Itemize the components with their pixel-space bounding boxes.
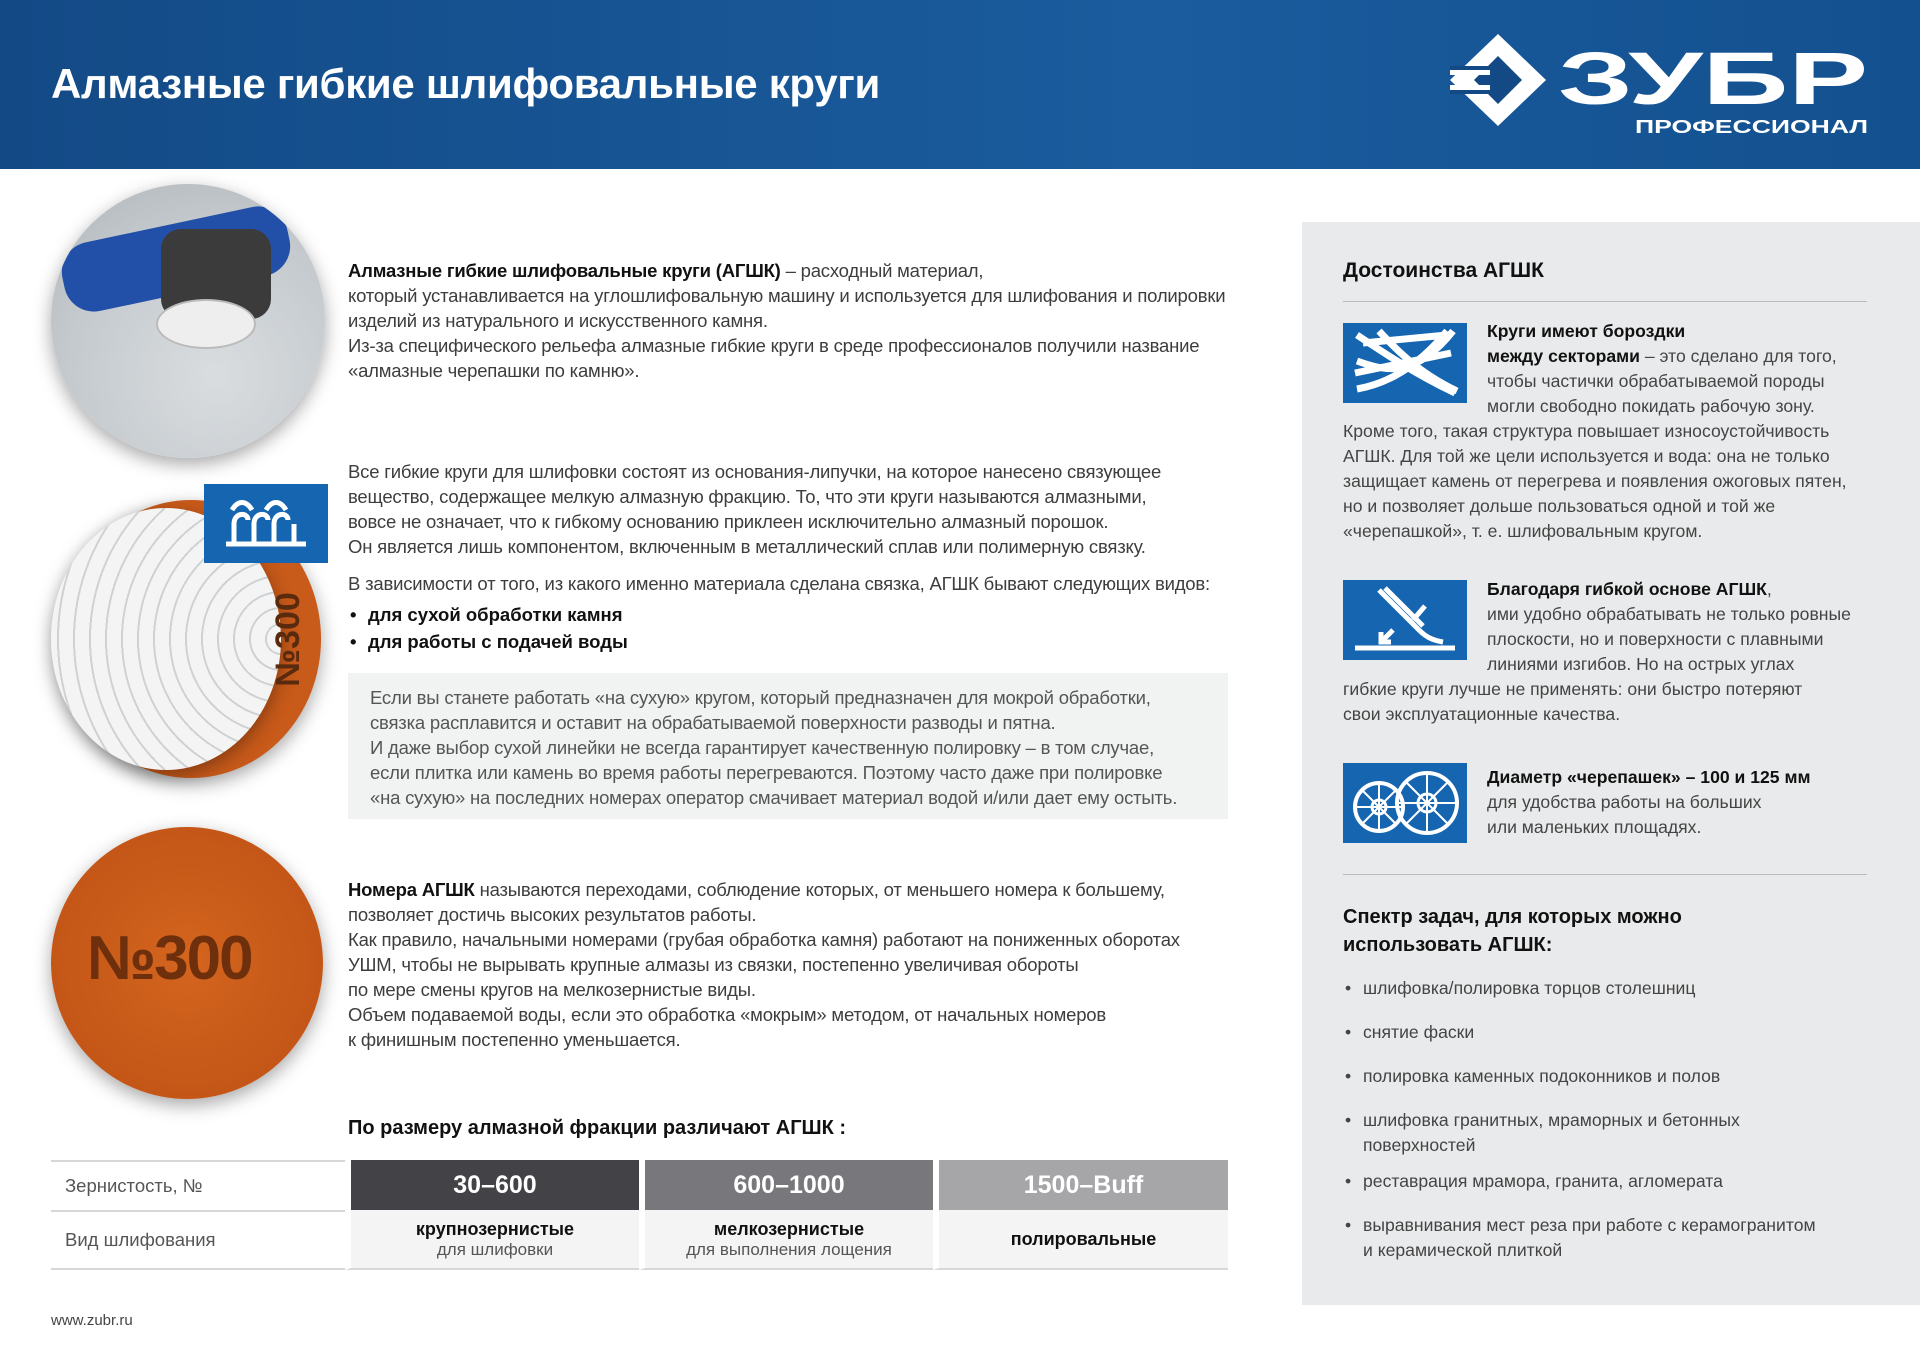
text-line: если плитка или камень во время работы перегреваются. Поэтому часто даже при полировке: [370, 762, 1163, 783]
task-list-item: [1343, 1020, 1867, 1045]
text-line: [1487, 344, 1837, 369]
text: называются переходами, соблюдение которых, от меньшего номера к большему,: [474, 879, 1165, 900]
text-line: гибкие круги лучше не применять: они быстро потеряют: [1343, 679, 1803, 699]
flexible-base-icon: [1343, 580, 1467, 660]
bold-text: Диаметр «черепашек» – 100 и 125 мм: [1487, 767, 1811, 787]
advantages-title: Достоинства АГШК: [1343, 259, 1544, 282]
task-list-item: [1343, 1213, 1867, 1263]
table-title: По размеру алмазной фракции различают АГШК :: [348, 1117, 847, 1139]
type-name: мелкозернистые: [713, 1218, 865, 1239]
tasks-list: [1343, 976, 1867, 1274]
types-list-item: • для сухой обработки камня: [348, 601, 628, 628]
footer-url-link[interactable]: www.zubr.ru: [51, 1312, 133, 1329]
text-line: позволяет достичь высоких результатов работы.: [348, 904, 757, 925]
divider: [1343, 874, 1867, 875]
text-line: для удобства работы на больших: [1487, 792, 1762, 812]
bold-text: Номера АГШК: [348, 879, 475, 900]
text-line: ими удобно обрабатывать не только ровные: [1487, 604, 1851, 624]
text: – это сделано для того,: [1639, 346, 1837, 366]
type-name: полировальные: [1010, 1228, 1157, 1249]
disc-number-label: №300: [268, 592, 307, 687]
text-line: изделий из натурального и искусственного камня.: [348, 310, 768, 331]
text-line: Все гибкие круги для шлифовки состоят из основания-липучки, на которое нанесено связующее: [348, 461, 1162, 482]
text-line: [1487, 765, 1811, 790]
text-line: • снятие фаски: [1363, 1022, 1475, 1042]
row-label-grit: Зернистость, №: [51, 1160, 345, 1210]
grit-table: [51, 1160, 1228, 1270]
text-line: по мере смены кругов на мелкозернистые виды.: [348, 979, 756, 1000]
type-name: крупнозернистые: [415, 1218, 575, 1239]
task-list-item: [1343, 1169, 1867, 1194]
text: ,: [1766, 579, 1772, 599]
text-line: Спектр задач, для которых можно: [1343, 906, 1682, 928]
bold-text: между секторами: [1487, 346, 1640, 366]
grinder-photo: [51, 184, 325, 458]
bold-text: Благодаря гибкой основе АГШК: [1487, 579, 1767, 599]
disc-number-photo: [51, 827, 323, 1099]
svg-text:ПРОФЕССИОНАЛ: ПРОФЕССИОНАЛ: [1635, 117, 1868, 137]
text-line: связка расплавится и оставит на обрабатываемой поверхности разводы и пятна.: [370, 712, 1056, 733]
feature-grooves-body: [1343, 419, 1847, 544]
text-line: «алмазные черепашки по камню».: [348, 360, 640, 381]
task-list-item: [1343, 976, 1867, 1001]
text-line: Он является лишь компонентом, включенным в металлический сплав или полимерную связку.: [348, 536, 1146, 557]
page-title: Алмазные гибкие шлифовальные круги: [51, 60, 881, 107]
text-line: И даже выбор сухой линейки не всегда гарантирует качественную полировку – в том случае,: [370, 737, 1155, 758]
text-line: Из-за специфического рельефа алмазные гибкие круги в среде профессионалов получили название: [348, 335, 1200, 356]
text-line: который устанавливается на углошлифовальную машину и используется для шлифования и полировки: [348, 285, 1226, 306]
text-line: [348, 258, 1225, 283]
text-line: вовсе не означает, что к гибкому основанию приклеен исключительно алмазный порошок.: [348, 511, 1109, 532]
text-line: • шлифовка/полировка торцов столешниц: [1363, 978, 1696, 998]
text-line: или маленьких площадях.: [1487, 817, 1702, 837]
feature-grooves-text: [1487, 319, 1837, 419]
bold-text: Круги имеют бороздки: [1487, 321, 1686, 341]
feature-flexible-body: [1343, 677, 1802, 727]
warning-note: [370, 685, 1177, 810]
types-intro: В зависимости от того, из какого именно материала сделана связка, АГШК бывают следующих видов:: [348, 573, 1210, 594]
text-line: «на сухую» на последних номерах оператор смачивает материал водой и/или дает ему остыть.: [370, 787, 1178, 808]
text-line: Кроме того, такая структура повышает износоустойчивость: [1343, 421, 1830, 441]
feature-flexible-text: [1487, 577, 1851, 677]
text-line: АГШК. Для той же цели используется и вода: она не только: [1343, 446, 1830, 466]
task-list-item: [1343, 1064, 1867, 1089]
grit-cell: 1500–Buff: [933, 1160, 1228, 1210]
disc-number-label: №300: [87, 924, 252, 993]
text-line: • выравнивания мест реза при работе с керамогранитом: [1363, 1215, 1816, 1235]
text-line: • полировка каменных подоконников и полов: [1363, 1066, 1721, 1086]
text-line: [1487, 577, 1851, 602]
text-line: вещество, содержащее мелкую алмазную фракцию. То, что эти круги называются алмазными,: [348, 486, 1147, 507]
composition-paragraph: [348, 459, 1161, 559]
disc-diameter-icon: [1343, 763, 1467, 843]
type-desc: для шлифовки: [436, 1239, 554, 1259]
type-cell: [933, 1210, 1228, 1270]
grit-cell: 600–1000: [639, 1160, 933, 1210]
grooves-icon: [1343, 323, 1467, 403]
text-line: Объем подаваемой воды, если это обработка «мокрым» методом, от начальных номеров: [348, 1004, 1107, 1025]
text-line: • реставрация мрамора, гранита, агломерата: [1363, 1171, 1723, 1191]
text-line: Как правило, начальными номерами (грубая обработка камня) работают на пониженных оборотах: [348, 929, 1180, 950]
type-cell: [345, 1210, 639, 1270]
type-cell: [639, 1210, 933, 1270]
row-label-type: Вид шлифования: [51, 1210, 345, 1270]
text-line: и керамической плиткой: [1363, 1240, 1563, 1260]
text-line: линиями изгибов. Но на острых углах: [1487, 654, 1795, 674]
text-line: • шлифовка гранитных, мраморных и бетонных: [1363, 1110, 1740, 1130]
text-line: использовать АГШК:: [1343, 934, 1553, 956]
tasks-title: [1343, 903, 1682, 959]
text-line: но и позволяет дольше пользоваться одной и той же: [1343, 496, 1776, 516]
text-line: УШМ, чтобы не вырывать крупные алмазы из связки, постепенно увеличивая обороты: [348, 954, 1079, 975]
types-list: [348, 601, 628, 655]
intro-paragraph: [348, 258, 1225, 383]
text-line: «черепашкой», т. е. шлифовальным кругом.: [1343, 521, 1703, 541]
text-line: могли свободно покидать рабочую зону.: [1487, 396, 1815, 416]
types-list-item: • для работы с подачей воды: [348, 628, 628, 655]
text-line: [348, 877, 1180, 902]
text-line: [1487, 319, 1837, 344]
grit-cell: 30–600: [345, 1160, 639, 1210]
numbers-paragraph: [348, 877, 1180, 1052]
bold-text: Алмазные гибкие шлифовальные круги (АГШК): [348, 260, 781, 281]
text-line: плоскости, но и поверхности с плавными: [1487, 629, 1824, 649]
text-line: защищает камень от перегрева и появления ожоговых пятен,: [1343, 471, 1847, 491]
zubr-logo: [1450, 34, 1870, 138]
text: – расходный материал,: [780, 260, 984, 281]
text-line: Если вы станете работать «на сухую» кругом, который предназначен для мокрой обработки,: [370, 687, 1151, 708]
svg-text:ЗУБР: ЗУБР: [1558, 37, 1868, 120]
text-line: к финишным постепенно уменьшается.: [348, 1029, 681, 1050]
divider: [1343, 301, 1867, 302]
type-desc: для выполнения лощения: [686, 1239, 892, 1259]
task-list-item: [1343, 1108, 1867, 1158]
velcro-icon: [204, 484, 328, 563]
text-line: свои эксплуатационные качества.: [1343, 704, 1621, 724]
feature-diameter-text: [1487, 765, 1811, 840]
text-line: поверхностей: [1363, 1135, 1476, 1155]
text-line: чтобы частички обрабатываемой породы: [1487, 371, 1825, 391]
